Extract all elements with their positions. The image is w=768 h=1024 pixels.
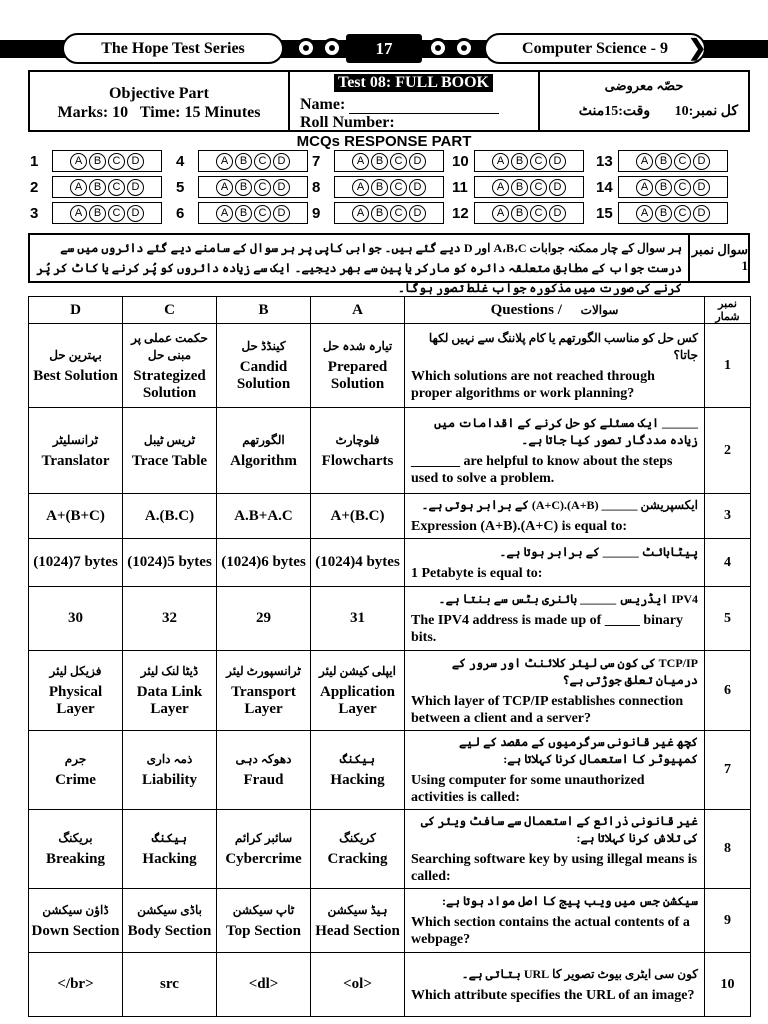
option-text: A.(B.C) — [144, 507, 195, 524]
option-b — [217, 651, 311, 731]
response-number: 5 — [176, 178, 185, 196]
option-b — [217, 539, 311, 587]
option-c — [123, 731, 217, 810]
option-a — [311, 539, 405, 587]
question-urdu: ______ ایک مسئلے کو حل کرنے کے اقدامات میں زیادہ مددگار تصور کیا جاتا ہے۔ — [434, 415, 698, 447]
response-item — [452, 150, 584, 172]
option-text: (1024)5 bytes — [127, 554, 212, 570]
option-urdu: جرم — [64, 752, 87, 766]
option-urdu: سائبر کرائم — [234, 831, 293, 845]
option-b — [217, 408, 311, 494]
option-text: 32 — [162, 610, 177, 626]
answer-bubble-a[interactable]: A — [492, 153, 509, 170]
gear-icon — [296, 38, 316, 58]
option-c — [123, 587, 217, 651]
answer-bubble-c[interactable]: C — [674, 153, 691, 170]
response-number: 1 — [30, 152, 39, 170]
answer-bubble-b[interactable]: B — [89, 205, 106, 222]
option-text: Trace Table — [131, 452, 208, 469]
option-b — [217, 731, 311, 810]
answer-bubble-a[interactable]: A — [216, 205, 233, 222]
option-d — [29, 810, 123, 889]
question-urdu: کس حل کو مناسب الگورتھم یا کام پلاننگ سے نہیں لکھا جاتا؟ — [428, 330, 698, 362]
option-text: Data Link Layer — [136, 684, 203, 717]
header-questions-ur: سوالات — [580, 302, 619, 317]
option-urdu: ٹرانسپورٹ لیئر — [226, 664, 301, 678]
name-field[interactable] — [300, 96, 499, 114]
option-text: Hacking — [330, 772, 385, 788]
bubble-group — [198, 176, 308, 198]
option-text: Liability — [141, 772, 197, 788]
header-c: C — [123, 297, 217, 324]
objective-block — [30, 72, 290, 130]
answer-bubble-a[interactable]: A — [636, 205, 653, 222]
option-d — [29, 587, 123, 651]
question-cell — [405, 953, 705, 1017]
bubble-group — [618, 202, 728, 224]
option-text: Transport Layer — [231, 684, 296, 717]
option-d — [29, 651, 123, 731]
option-b — [217, 494, 311, 539]
option-text: Strategized Solution — [133, 367, 206, 401]
option-text: 30 — [68, 610, 83, 626]
header-sn: نمبر شمار — [705, 297, 751, 324]
option-text: Physical Layer — [48, 684, 103, 717]
option-b — [217, 889, 311, 953]
option-text: Translator — [41, 452, 110, 469]
response-item — [596, 176, 728, 198]
answer-bubble-d[interactable]: D — [273, 179, 290, 196]
answer-bubble-d[interactable]: D — [273, 205, 290, 222]
option-urdu: ڈاؤن سیکشن — [42, 902, 109, 917]
bubble-group — [618, 150, 728, 172]
response-number: 3 — [30, 204, 39, 222]
option-text: A+(B.C) — [330, 507, 385, 524]
bubble-group — [474, 202, 584, 224]
header-b: B — [217, 297, 311, 324]
answer-bubble-c[interactable]: C — [530, 153, 547, 170]
answer-bubble-c[interactable]: C — [390, 205, 407, 222]
question-cell — [405, 651, 705, 731]
option-text: Flowcharts — [321, 452, 394, 469]
name-label: Name: — [300, 96, 346, 113]
option-text: Crime — [55, 772, 96, 788]
part-title: Objective Part — [109, 85, 209, 102]
option-urdu: کریکنگ — [339, 831, 376, 845]
gear-icon — [454, 38, 474, 58]
option-text: Best Solution — [33, 367, 118, 384]
mcq-title: MCQs RESPONSE PART — [296, 133, 472, 150]
response-item — [596, 202, 728, 224]
option-text: Breaking — [46, 851, 105, 867]
answer-bubble-a[interactable]: A — [216, 153, 233, 170]
answer-bubble-a[interactable]: A — [216, 179, 233, 196]
answer-bubble-b[interactable]: B — [235, 179, 252, 196]
serial-number: 6 — [705, 651, 751, 731]
bubble-group — [198, 202, 308, 224]
answer-bubble-a[interactable]: A — [636, 179, 653, 196]
answer-bubble-d[interactable]: D — [127, 205, 144, 222]
response-item — [452, 176, 584, 198]
bubble-group — [52, 176, 162, 198]
answer-bubble-d[interactable]: D — [549, 179, 566, 196]
bubble-group — [52, 150, 162, 172]
option-c — [123, 494, 217, 539]
table-row — [29, 651, 751, 731]
page-number: 17 — [346, 34, 422, 63]
option-text: </br> — [57, 976, 94, 992]
serial-number: 10 — [705, 953, 751, 1017]
serial-number: 4 — [705, 539, 751, 587]
option-urdu: باڈی سیکشن — [137, 902, 202, 917]
option-text: Head Section — [315, 922, 400, 939]
serial-number: 3 — [705, 494, 751, 539]
option-text: <ol> — [343, 976, 372, 992]
bubble-group — [198, 150, 308, 172]
bubble-group — [618, 176, 728, 198]
header-a: A — [311, 297, 405, 324]
answer-bubble-d[interactable]: D — [127, 153, 144, 170]
option-b — [217, 324, 311, 408]
question-cell — [405, 494, 705, 539]
question-urdu: IPV4 ایڈریس ______ بائنری بٹس سے بنتا ہے۔ — [438, 592, 698, 606]
answer-bubble-a[interactable]: A — [492, 205, 509, 222]
roll-label: Roll Number: — [300, 114, 395, 131]
option-d — [29, 408, 123, 494]
option-d — [29, 494, 123, 539]
question-label: سوال نمبر 1 — [688, 235, 748, 281]
serial-number: 5 — [705, 587, 751, 651]
option-urdu: حکمت عملی پر مبنی حل — [131, 330, 208, 362]
option-text: Top Section — [226, 922, 301, 939]
urdu-time: وقت:15منٹ — [578, 104, 651, 119]
option-urdu: ہیکنگ — [339, 752, 376, 766]
question-text: Expression (A+B).(A+C) is equal to: — [411, 519, 627, 534]
answer-bubble-d[interactable]: D — [693, 153, 710, 170]
option-c — [123, 889, 217, 953]
question-text: Which layer of TCP/IP establishes connection between a client and a server? — [411, 693, 684, 726]
answer-bubble-c[interactable]: C — [530, 179, 547, 196]
question-urdu: کچھ غیر قانونی سرگرمیوں کے مقصد کے لیے کمپیوٹر کا استعمال کرنا کہلاتا ہے: — [459, 735, 698, 766]
answer-bubble-c[interactable]: C — [254, 153, 271, 170]
answer-bubble-c[interactable]: C — [674, 179, 691, 196]
table-row — [29, 408, 751, 494]
question-urdu: غیر قانونی ذرائع کے استعمال سے سافٹ ویئر کی کی تلاش کرنا کہلاتا ہے: — [420, 814, 698, 845]
answer-bubble-a[interactable]: A — [352, 153, 369, 170]
question-cell — [405, 324, 705, 408]
marks-time: Marks: 10 Time: 15 Minutes — [57, 104, 261, 121]
chevron-right-icon: ❯ — [688, 35, 707, 60]
answer-bubble-b[interactable]: B — [89, 153, 106, 170]
question-urdu: پیٹابائٹ ______ کے برابر ہوتا ہے۔ — [499, 544, 698, 559]
option-d — [29, 731, 123, 810]
table-row — [29, 324, 751, 408]
answer-bubble-b[interactable]: B — [655, 205, 672, 222]
option-urdu: ٹاپ سیکشن — [232, 902, 295, 917]
option-text: Cracking — [327, 851, 388, 867]
bubble-group — [334, 202, 444, 224]
table-row — [29, 494, 751, 539]
question-text: 1 Petabyte is equal to: — [411, 565, 543, 581]
response-item — [176, 150, 308, 172]
option-a — [311, 810, 405, 889]
answer-bubble-b[interactable]: B — [235, 153, 252, 170]
option-text: (1024)6 bytes — [221, 554, 306, 570]
answer-bubble-a[interactable]: A — [492, 179, 509, 196]
answer-bubble-c[interactable]: C — [390, 153, 407, 170]
option-a — [311, 889, 405, 953]
response-item — [312, 202, 444, 224]
option-text: 29 — [256, 610, 271, 626]
answer-bubble-d[interactable]: D — [409, 153, 426, 170]
answer-bubble-b[interactable]: B — [371, 179, 388, 196]
answer-bubble-b[interactable]: B — [655, 153, 672, 170]
answer-bubble-c[interactable]: C — [108, 153, 125, 170]
response-item — [176, 202, 308, 224]
answer-bubble-a[interactable]: A — [352, 205, 369, 222]
question-cell — [405, 810, 705, 889]
option-urdu: کینڈڈ حل — [241, 339, 286, 353]
subject-title: Computer Science - 9 — [484, 33, 706, 64]
answer-bubble-d[interactable]: D — [127, 179, 144, 196]
answer-bubble-d[interactable]: D — [693, 205, 710, 222]
answer-bubble-c[interactable]: C — [674, 205, 691, 222]
bubble-group — [334, 176, 444, 198]
question-text: Which solutions are not reached through proper algorithms or work planning? — [411, 368, 655, 401]
bubble-group — [474, 176, 584, 198]
question-text: Which attribute specifies the URL of an image? — [411, 987, 695, 1003]
table-row — [29, 731, 751, 810]
option-a — [311, 324, 405, 408]
question-cell — [405, 889, 705, 953]
response-item — [312, 150, 444, 172]
instructions-box — [28, 233, 750, 295]
answer-bubble-c[interactable]: C — [108, 179, 125, 196]
info-box — [28, 70, 750, 132]
option-text: A.B+A.C — [234, 507, 293, 524]
option-a — [311, 953, 405, 1017]
response-item — [30, 202, 162, 224]
option-a — [311, 587, 405, 651]
option-b — [217, 810, 311, 889]
response-number: 12 — [452, 204, 469, 222]
response-item — [596, 150, 728, 172]
urdu-part-title: حصّہ معروضی — [604, 78, 684, 93]
answer-bubble-b[interactable]: B — [511, 205, 528, 222]
response-item — [30, 150, 162, 172]
question-text: Using computer for some unauthorized activities is called: — [411, 773, 645, 805]
response-number: 15 — [596, 204, 613, 222]
answer-bubble-b[interactable]: B — [89, 179, 106, 196]
question-urdu: سیکشن جس میں ویب پیج کا اصل مواد ہوتا ہے: — [442, 894, 698, 908]
header-questions-en: Questions / — [490, 301, 562, 318]
serial-number: 2 — [705, 408, 751, 494]
option-c — [123, 324, 217, 408]
question-urdu: کون سی ایٹری بیوٹ تصویر کا URL بتاتی ہے۔ — [461, 966, 698, 981]
option-text: Application Layer — [319, 684, 395, 717]
table-row — [29, 587, 751, 651]
option-urdu: فلوچارٹ — [335, 432, 380, 447]
answer-bubble-b[interactable]: B — [655, 179, 672, 196]
answer-bubble-c[interactable]: C — [108, 205, 125, 222]
question-urdu: ایکسپریشن ______ (A+B).(A+C) کے برابر ہوتی ہے۔ — [421, 498, 698, 512]
questions-table — [28, 296, 751, 1017]
answer-bubble-d[interactable]: D — [409, 179, 426, 196]
option-urdu: دھوکہ دہی — [235, 752, 292, 766]
response-item — [312, 176, 444, 198]
option-text: Hacking — [142, 851, 197, 867]
response-number: 11 — [452, 178, 468, 196]
question-text: The IPV4 address is made up of _____ binary bits. — [411, 613, 684, 645]
option-c — [123, 539, 217, 587]
gear-icon — [322, 38, 342, 58]
option-urdu: بہترین حل — [49, 347, 102, 362]
option-d — [29, 324, 123, 408]
response-number: 8 — [312, 178, 321, 196]
option-b — [217, 587, 311, 651]
answer-bubble-b[interactable]: B — [235, 205, 252, 222]
option-text: (1024)7 bytes — [33, 554, 118, 570]
response-item — [176, 176, 308, 198]
serial-number: 1 — [705, 324, 751, 408]
option-c — [123, 408, 217, 494]
option-text: Algorithm — [230, 452, 297, 469]
option-d — [29, 889, 123, 953]
urdu-marks-time — [579, 103, 738, 120]
response-number: 6 — [176, 204, 185, 222]
option-urdu: ہیکنگ — [151, 831, 188, 845]
option-text: Prepared Solution — [327, 359, 388, 392]
table-row — [29, 810, 751, 889]
option-c — [123, 810, 217, 889]
response-number: 4 — [176, 152, 185, 170]
bubble-group — [474, 150, 584, 172]
option-urdu: ایپلی کیشن لیئر — [319, 664, 396, 678]
answer-bubble-c[interactable]: C — [390, 179, 407, 196]
response-number: 7 — [312, 152, 321, 170]
option-urdu: ذمہ داری — [146, 752, 193, 766]
student-block — [290, 72, 540, 130]
response-number: 9 — [312, 204, 321, 222]
option-text: src — [160, 976, 179, 992]
option-text: Fraud — [243, 772, 284, 788]
option-a — [311, 494, 405, 539]
answer-bubble-a[interactable]: A — [352, 179, 369, 196]
option-text: Cybercrime — [225, 851, 302, 867]
table-row — [29, 953, 751, 1017]
response-item — [30, 176, 162, 198]
option-urdu: الگورتھم — [242, 432, 285, 447]
question-urdu: TCP/IP کی کون سی لیئر کلائنٹ اور سرور کے درمیان تعلق جوڑتی ہے؟ — [451, 655, 698, 687]
option-a — [311, 651, 405, 731]
answer-bubble-c[interactable]: C — [254, 179, 271, 196]
question-cell — [405, 539, 705, 587]
answer-bubble-c[interactable]: C — [254, 205, 271, 222]
serial-number: 8 — [705, 810, 751, 889]
option-text: Down Section — [31, 922, 120, 939]
response-number: 2 — [30, 178, 39, 196]
option-urdu: بریکنگ — [58, 831, 93, 845]
option-text: <dl> — [248, 976, 279, 992]
answer-bubble-d[interactable]: D — [693, 179, 710, 196]
option-text: Candid Solution — [236, 359, 291, 392]
table-header-row — [29, 297, 751, 324]
response-number: 13 — [596, 152, 613, 170]
answer-bubble-a[interactable]: A — [70, 179, 87, 196]
header-questions — [405, 297, 705, 324]
response-bubbles — [30, 150, 750, 226]
option-urdu: ٹرانسلیٹر — [52, 432, 99, 447]
question-text: Which section contains the actual contents of a webpage? — [411, 915, 690, 947]
option-urdu: ہیڈ سیکشن — [327, 902, 388, 917]
series-title: The Hope Test Series — [62, 33, 284, 64]
test-label: Test 08: FULL BOOK — [334, 74, 493, 92]
option-d — [29, 539, 123, 587]
question-text: _______ are helpful to know about the steps used to solve a problem. — [411, 453, 673, 486]
answer-bubble-d[interactable]: D — [549, 153, 566, 170]
option-urdu: ٹریس ٹیبل — [143, 432, 196, 447]
question-cell — [405, 408, 705, 494]
answer-bubble-b[interactable]: B — [511, 179, 528, 196]
answer-bubble-b[interactable]: B — [371, 205, 388, 222]
answer-bubble-d[interactable]: D — [409, 205, 426, 222]
serial-number: 7 — [705, 731, 751, 810]
option-a — [311, 408, 405, 494]
question-cell — [405, 731, 705, 810]
bubble-group — [334, 150, 444, 172]
option-a — [311, 731, 405, 810]
gear-icon — [428, 38, 448, 58]
option-b — [217, 953, 311, 1017]
answer-bubble-d[interactable]: D — [273, 153, 290, 170]
response-number: 10 — [452, 152, 469, 170]
option-urdu: فزیکل لیئر — [49, 664, 102, 678]
option-urdu: تیارہ شدہ حل — [322, 339, 393, 353]
answer-bubble-d[interactable]: D — [549, 205, 566, 222]
option-d — [29, 953, 123, 1017]
answer-bubble-b[interactable]: B — [371, 153, 388, 170]
option-text: (1024)4 bytes — [315, 554, 400, 570]
bubble-group — [52, 202, 162, 224]
table-row — [29, 539, 751, 587]
table-row — [29, 889, 751, 953]
serial-number: 9 — [705, 889, 751, 953]
urdu-marks: کل نمبر:10 — [674, 104, 738, 119]
option-text: Body Section — [127, 922, 212, 939]
question-cell — [405, 587, 705, 651]
urdu-block — [540, 72, 748, 130]
option-c — [123, 651, 217, 731]
answer-bubble-b[interactable]: B — [511, 153, 528, 170]
answer-bubble-a[interactable]: A — [70, 205, 87, 222]
option-text: A+(B+C) — [46, 507, 105, 524]
instructions-text: ہر سوال کے چار ممکنہ جوابات A،B،C اور D دیے گئے ہیں۔ جوابی کاپی پر ہر سوال کے سامنے دیے گئے دائروں میں سے درست جواب کے مطابق متعلقہ دائرہ کو مارکر یا پین سے بھر دیجیے۔ ایک سے زیادہ دائروں کو پُر کرنے یا کاٹ کر پُر کرنے کی صورت میں مذکورہ جواب غلط تصور ہوگا۔ — [36, 241, 682, 295]
answer-bubble-a[interactable]: A — [70, 153, 87, 170]
roll-number-field[interactable] — [300, 114, 509, 132]
header-d: D — [29, 297, 123, 324]
answer-bubble-a[interactable]: A — [636, 153, 653, 170]
option-urdu: ڈیٹا لنک لیئر — [140, 664, 199, 678]
option-text: 31 — [350, 610, 365, 626]
question-text: Searching software key by using illegal means is called: — [411, 852, 698, 884]
response-number: 14 — [596, 178, 613, 196]
answer-bubble-c[interactable]: C — [530, 205, 547, 222]
option-c — [123, 953, 217, 1017]
response-item — [452, 202, 584, 224]
